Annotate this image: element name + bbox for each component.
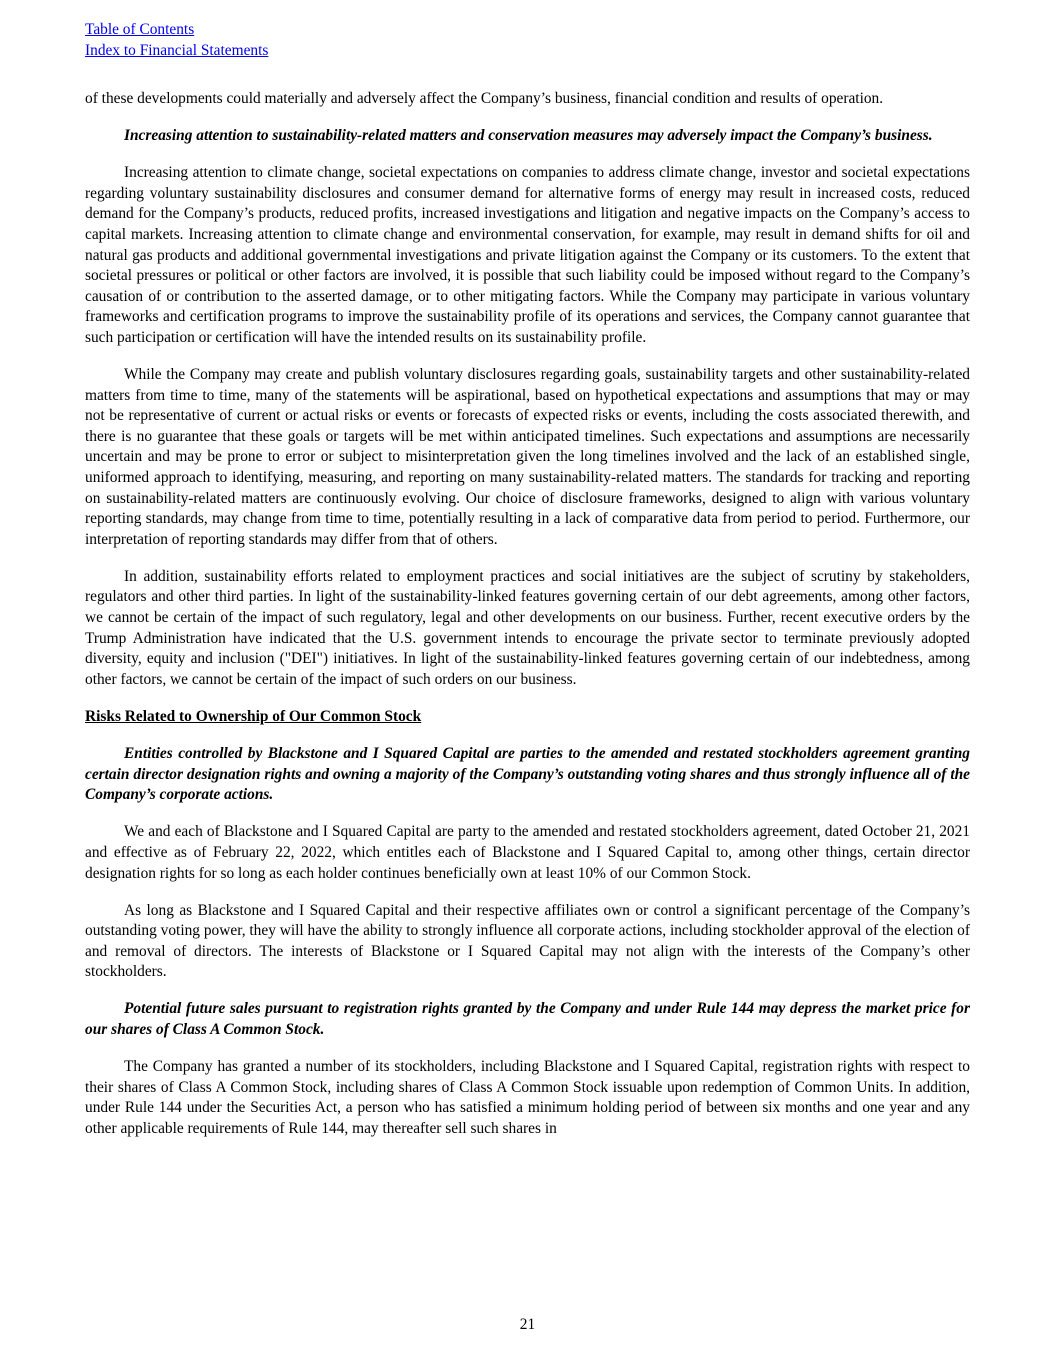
paragraph-voluntary-disclosures: While the Company may create and publish voluntary disclosures regarding goals, sustainability targets and other sustainability-related matters from time to time, many of the statements will be aspirational, based on hypothetical expectations and assumptions that may or may not be representative of current or actual risks or events or forecasts of expected risks or events, including the costs associated therewith, and there is no guarantee that these goals or targets will be met within anticipated timelines. Such expectations and assumptions are necessarily uncertain and may be prone to error or subject to misinterpretation given the long timelines involved and the lack of an established single, uniformed approach to identifying, measuring, and reporting on many sustainability-related matters. The standards for tracking and reporting on sustainability-related matters are continuously evolving. Our choice of disclosure frameworks, designed to align with various voluntary reporting standards, may change from time to time, potentially resulting in a lack of comparative data from period to period. Furthermore, our interpretation of reporting standards may differ from that of others. [85, 366, 970, 548]
page-number: 21 [519, 1316, 536, 1333]
paragraph-registration-rights: The Company has granted a number of its stockholders, including Blackstone and I Squared Capital, registration rights with respect to their shares of Class A Common Stock, including shares of Class A Common Stock issuable upon redemption of Common Units. In addition, under Rule 144 under the Securities Act, a person who has satisfied a minimum holding period of between six months and one year and any other applicable requirements of Rule 144, may thereafter sell such shares in [85, 1058, 970, 1137]
paragraph-voting-power: As long as Blackstone and I Squared Capital and their respective affiliates own or control a significant percentage of the Company’s outstanding voting power, they will have the ability to strongly influence all corporate actions, including stockholder approval of the election of and removal of directors. The interests of Blackstone or I Squared Capital may not align with the interests of the Company’s other stockholders. [85, 901, 970, 981]
index-to-financial-statements-link[interactable]: Index to Financial Statements [85, 41, 269, 59]
paragraph-climate-change: Increasing attention to climate change, societal expectations on companies to address climate change, investor and societal expectations regarding voluntary sustainability disclosures and consumer demand for alternative forms of energy may result in increased costs, reduced demand for the Company’s products, reduced profits, increased investigations and litigation and negative impacts on the Company’s access to capital markets. Increasing attention to climate change and environmental conservation, for example, may result in demand shifts for oil and natural gas products and additional governmental investigations and private litigation against the Company or its customers. To the extent that societal pressures or political or other factors are involved, it is possible that such liability could be imposed without regard to the Company’s causation of or contribution to the asserted damage, or to other mitigating factors. While the Company may participate in various voluntary frameworks and certification programs to improve the sustainability profile of its operations and services, the Company cannot guarantee that such participation or certification will have the intended results on its sustainability profile. [85, 164, 970, 346]
section-heading-common-stock: Risks Related to Ownership of Our Common Stock [85, 707, 422, 725]
risk-heading-registration-rights: Potential future sales pursuant to registration rights granted by the Company and under Rule 144 may depress the market price for our shares of Class A Common Stock. [85, 1000, 970, 1039]
paragraph-continuation: of these developments could materially and adversely affect the Company’s business, financial condition and results of operation. [85, 90, 884, 107]
nav-links [85, 20, 268, 61]
paragraph-stockholders-agreement: We and each of Blackstone and I Squared Capital are party to the amended and restated stockholders agreement, dated October 21, 2021 and effective as of February 22, 2022, which entitles each of Blackstone and I Squared Capital to, among other things, certain director designation rights for so long as each holder continues beneficially own at least 10% of our Common Stock. [85, 823, 970, 882]
risk-heading-sustainability: Increasing attention to sustainability-related matters and conservation measures may adversely impact the Company’s business. [124, 127, 933, 145]
page-content [85, 89, 970, 1156]
paragraph-social-initiatives: In addition, sustainability efforts related to employment practices and social initiatives are the subject of scrutiny by stakeholders, regulators and other third parties. In light of the sustainability-linked features governing certain of our debt agreements, among other factors, we cannot be certain of the impact of such regulatory, legal and other developments on our business. Further, recent executive orders by the Trump Administration have indicated that the U.S. government intends to encourage the private sector to terminate previously adopted diversity, equity and inclusion ("DEI") initiatives. In light of the sustainability-linked features governing certain of our indebtedness, among other factors, we cannot be certain of the impact of such orders on our business. [85, 567, 970, 688]
risk-heading-blackstone: Entities controlled by Blackstone and I Squared Capital are parties to the amended and restated stockholders agreement granting certain director designation rights and owning a majority of the Company’s outstanding voting shares and thus strongly influence all of the Company’s corporate actions. [85, 745, 970, 804]
table-of-contents-link[interactable]: Table of Contents [85, 21, 195, 38]
